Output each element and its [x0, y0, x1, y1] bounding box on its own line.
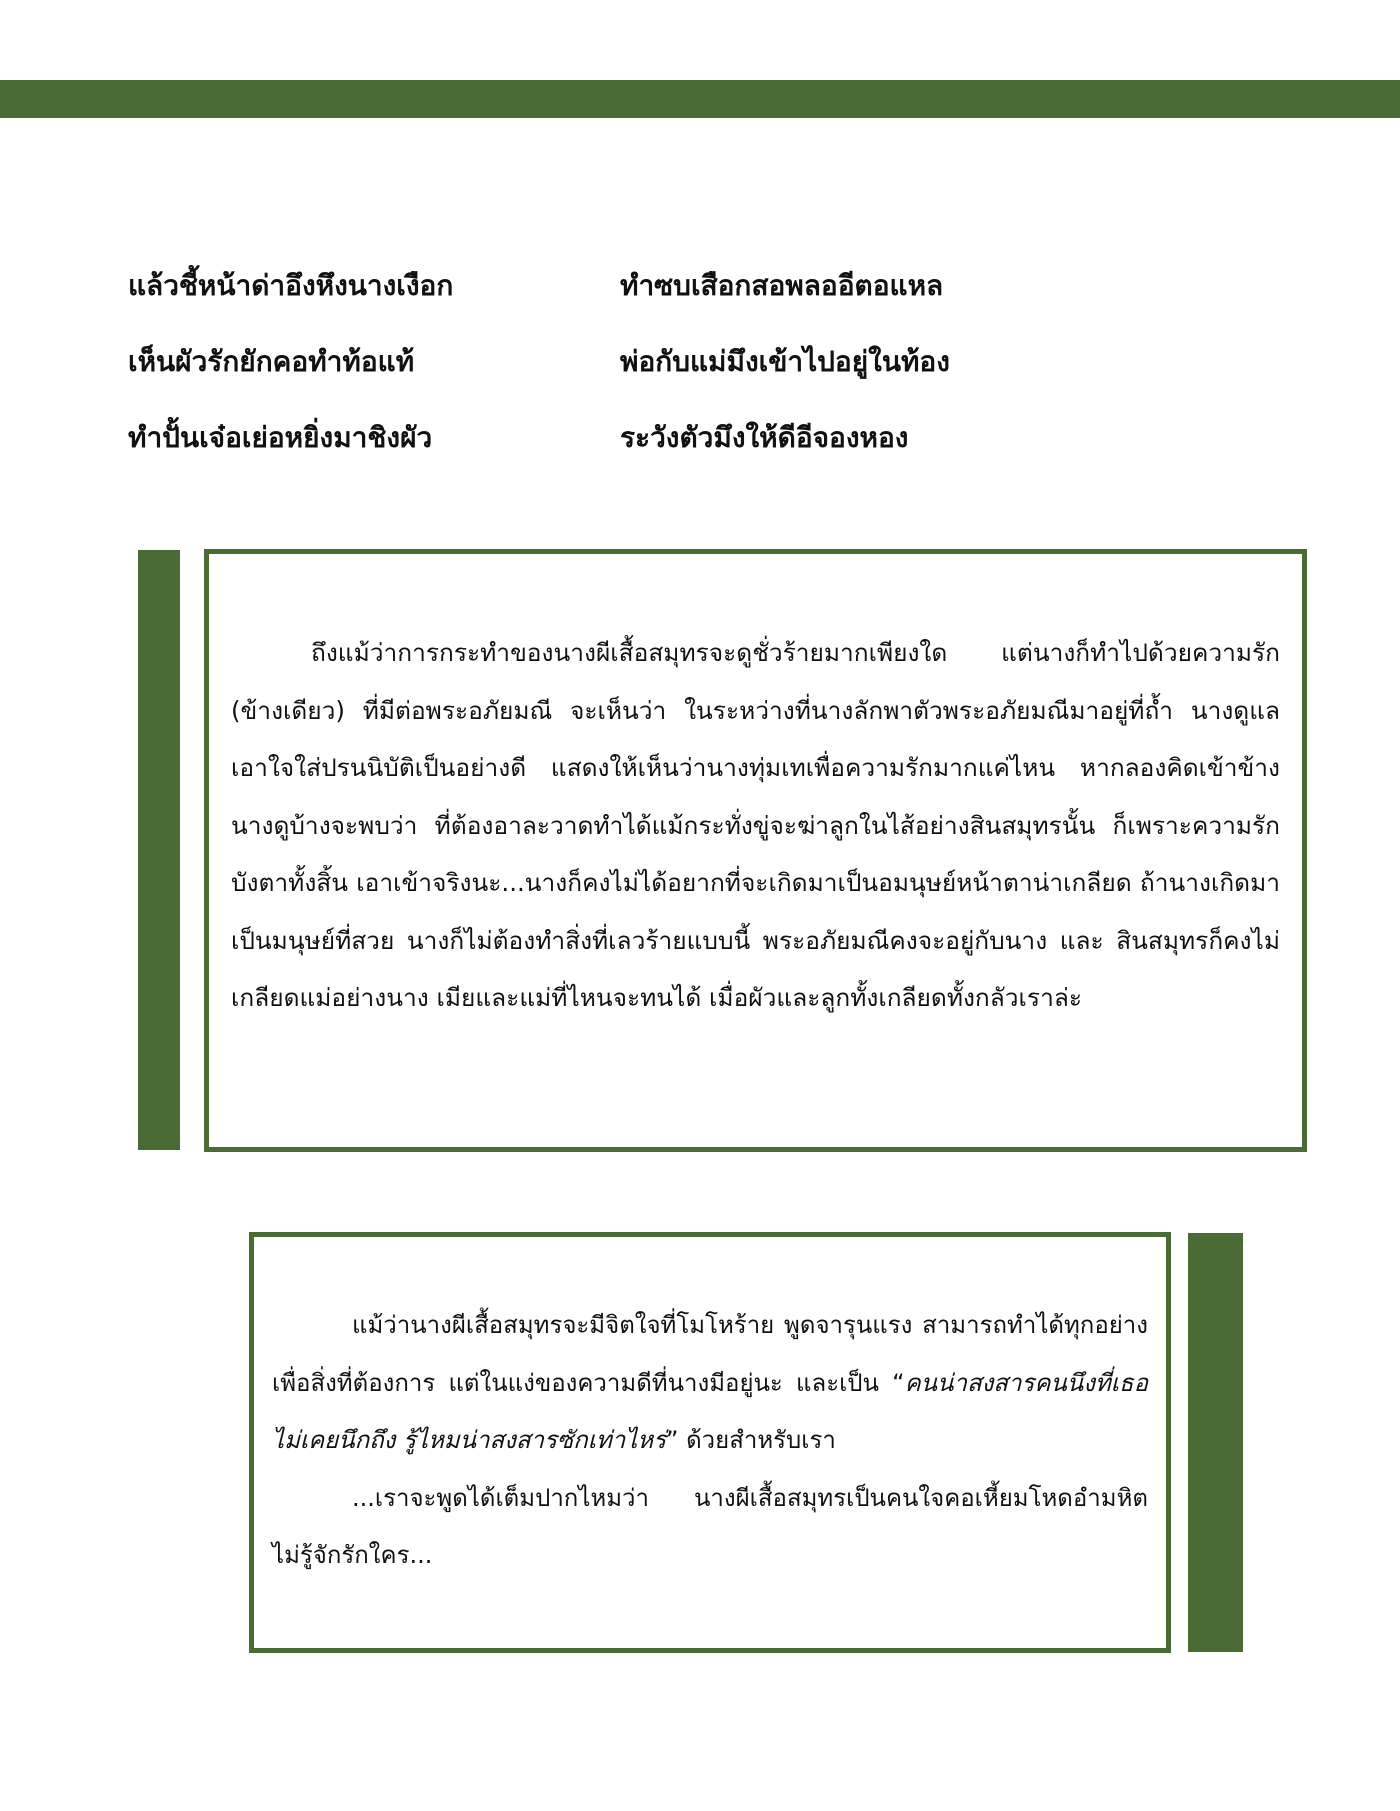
- commentary-paragraph-second: ...เราจะพูดได้เต็มปากไหมว่า นางผีเสื้อสมุทรเป็นคนใจคอเหี้ยมโหดอำมหิต ไม่รู้จักรักใคร...: [272, 1483, 1148, 1569]
- paragraph-text: แม้ว่านางผีเสื้อสมุทรจะมีจิตใจที่โมโหร้าย พูดจารุนแรง สามารถทำได้ทุกอย่างเพื่อสิ่งที่ต้องการ แต่ในแง่ของความดีที่นางมีอยู่นะ และเป็น “: [272, 1311, 1148, 1397]
- paragraph-text: ” ด้วยสำหรับเรา: [666, 1426, 836, 1454]
- verse-row: [128, 400, 1128, 476]
- right-accent-bar: [1188, 1233, 1243, 1652]
- verse-line-left: แล้วชี้หน้าด่าอึงหึงนางเงือก: [128, 269, 454, 302]
- commentary-paragraph: ถึงแม้ว่าการกระทำของนางผีเสื้อสมุทรจะดูชั่วร้ายมากเพียงใด แต่นางก็ทำไปด้วยความรัก (ข้างเดียว) ที่มีต่อพระอภัยมณี จะเห็นว่า ในระหว่างที่นางลักพาตัวพระอภัยมณีมาอยู่ที่ถ้ำ นางดูแลเอาใจใส่ปรนนิบัติเป็นอย่างดี แสดงให้เห็นว่านางทุ่มเทเพื่อความรักมากแค่ไหน หากลองคิดเข้าข้างนางดูบ้างจะพบว่า ที่ต้องอาละวาดทำได้แม้กระทั่งขู่จะฆ่าลูกในไส้อย่างสินสมุทรนั้น ก็เพราะความรักบังตาทั้งสิ้น เอาเข้าจริงนะ...นางก็คงไม่ได้อยากที่จะเกิดมาเป็นอมนุษย์หน้าตาน่าเกลียด ถ้านางเกิดมาเป็นมนุษย์ที่สวย นางก็ไม่ต้องทำสิ่งที่เลวร้ายแบบนี้ พระอภัยมณีคงจะอยู่กับนาง และ สินสมุทรก็คงไม่เกลียดแม่อย่างนาง เมียและแม่ที่ไหนจะทนได้ เมื่อผัวและลูกทั้งเกลียดทั้งกลัวเราล่ะ: [231, 638, 1280, 1012]
- verse-row: [128, 324, 1128, 400]
- left-accent-bar: [138, 550, 180, 1150]
- quoted-phrase: คนน่าสงสารคนนึงที่เธอไม่เคยนึกถึง รู้ไหมน่าสงสารซักเท่าไหร่: [272, 1368, 1148, 1454]
- verse-line-left: เห็นผัวรักยักคอทำท้อแท้: [128, 345, 415, 378]
- commentary-box-first: [204, 549, 1307, 1152]
- verse-line-right: ทำซบเสือกสอพลออีตอแหล: [620, 269, 944, 302]
- verse-row: [128, 248, 1128, 324]
- commentary-paragraph-first: [272, 1297, 1148, 1470]
- commentary-box-second: [249, 1232, 1171, 1653]
- verse-line-right: พ่อกับแม่มึงเข้าไปอยู่ในท้อง: [620, 345, 950, 378]
- verse-block: [128, 248, 1128, 476]
- top-header-bar: [0, 80, 1400, 118]
- verse-line-left: ทำปั้นเจ๋อเย่อหยิ่งมาชิงผัว: [128, 421, 433, 454]
- verse-line-right: ระวังตัวมึงให้ดีอีจองหอง: [620, 421, 909, 454]
